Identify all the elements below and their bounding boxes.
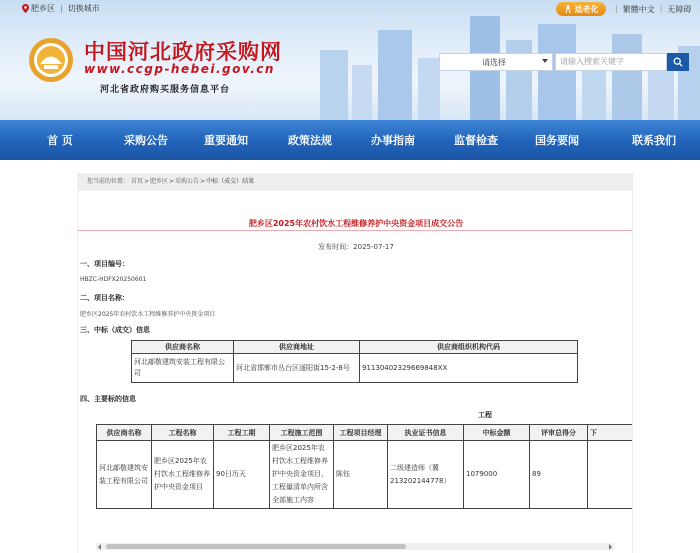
table-header-cell: 工程工期 — [214, 425, 270, 441]
nav-guides[interactable]: 办事指南 — [371, 134, 415, 147]
table-header-cell: 供应商名称 — [132, 341, 234, 354]
construction-scope-cell: 肥乡区2025年农村饮水工程维修养护中央资金项目，工程量清单内所含全部施工内容 — [270, 441, 334, 509]
breadcrumb-region[interactable]: 肥乡区 — [149, 178, 168, 185]
project-name-cell: 肥乡区2025年农村饮水工程维修养护中央资金项目 — [152, 441, 214, 509]
section-winner-info-label: 三、中标（成交）信息 — [80, 326, 150, 334]
elder-mode-label: 适老化 — [574, 4, 599, 14]
section-project-name-label: 二、项目名称： — [80, 294, 129, 302]
scrollbar-thumb[interactable] — [106, 544, 406, 549]
elder-person-icon — [564, 5, 572, 13]
table-header-cell: 工程名称 — [152, 425, 214, 441]
elder-mode-button[interactable] — [556, 2, 606, 16]
nav-home[interactable]: 首 页 — [47, 134, 73, 147]
supplier-name-cell: 河北鄗敬建筑安装工程有限公司 — [97, 441, 152, 509]
project-duration-cell: 90日历天 — [214, 441, 270, 509]
region-selector[interactable] — [22, 3, 100, 14]
site-url: www.ccgp-hebei.gov.cn — [84, 62, 275, 76]
breadcrumb: 您当前的位置： 首页>肥乡区>采购公告>中标（成交）结果 — [77, 173, 633, 191]
search-category-select[interactable] — [439, 53, 553, 71]
switch-city-link[interactable]: 切换城市 — [67, 4, 100, 13]
project-number-value: HBZC-HDFX20250601 — [80, 276, 147, 283]
project-category-label: 工程 — [478, 411, 492, 419]
main-nav — [0, 120, 700, 160]
table-header-row — [132, 341, 578, 354]
table-row — [132, 354, 578, 383]
nav-procurement-notices[interactable]: 采购公告 — [124, 134, 168, 147]
table-header-row — [97, 425, 634, 441]
accessibility-link[interactable]: 无障碍 — [667, 5, 692, 14]
scroll-left-icon[interactable] — [98, 544, 101, 550]
breadcrumb-prefix: 您当前的位置： — [87, 178, 130, 185]
project-manager-cell: 陈钰 — [334, 441, 388, 509]
section-project-number-label: 一、项目编号： — [80, 260, 129, 268]
publish-date: 发布时间：2025-07-17 — [318, 243, 394, 251]
nav-state-news[interactable]: 国务要闻 — [535, 134, 579, 147]
chevron-down-icon — [542, 59, 548, 63]
bid-amount-cell: 1079000 — [464, 441, 530, 509]
site-header — [0, 0, 700, 120]
separator: | — [60, 4, 63, 13]
project-name-value: 肥乡区2025年农村饮水工程维修养护中央资金项目 — [80, 311, 216, 318]
region-name: 肥乡区 — [31, 4, 55, 13]
supplier-code-cell: 91130402329669848XX — [360, 354, 578, 383]
nav-supervision[interactable]: 监督检查 — [454, 134, 498, 147]
site-subtitle: 河北省政府购买服务信息平台 — [100, 85, 231, 95]
table-header-cell: 下 — [588, 425, 634, 441]
article-content — [77, 191, 633, 553]
top-bar — [0, 0, 700, 16]
table-header-cell: 执业证书信息 — [388, 425, 464, 441]
search-icon — [673, 57, 683, 67]
table-row — [97, 441, 634, 509]
scroll-right-icon[interactable] — [609, 544, 612, 550]
supplier-name-cell: 河北鄗敬建筑安装工程有限公司 — [132, 354, 234, 383]
breadcrumb-notices[interactable]: 采购公告 — [175, 178, 200, 185]
site-logo-icon — [28, 37, 74, 83]
certificate-cell: 二级建造师（冀213202144778） — [388, 441, 464, 509]
nav-important-notices[interactable]: 重要通知 — [204, 134, 248, 147]
nav-policies[interactable]: 政策法规 — [288, 134, 332, 147]
review-score-cell: 89 — [530, 441, 588, 509]
table-horizontal-scrollbar[interactable] — [96, 543, 614, 550]
site-title: 中国河北政府采购网 — [84, 40, 282, 64]
breadcrumb-home[interactable]: 首页 — [130, 178, 143, 185]
search-input[interactable]: 请输入搜索关键字 — [555, 53, 667, 71]
article-title: 肥乡区2025年农村饮水工程维修养护中央资金项目成交公告 — [248, 219, 464, 228]
table-header-cell: 供应商名称 — [97, 425, 152, 441]
table-header-cell: 工程施工范围 — [270, 425, 334, 441]
extra-cell — [588, 441, 634, 509]
table-header-cell: 中标金额 — [464, 425, 530, 441]
table-header-cell: 工程项目经理 — [334, 425, 388, 441]
traditional-chinese-link[interactable]: 繁體中文 — [622, 5, 655, 14]
section-subject-info-label: 四、主要标的信息 — [80, 395, 136, 403]
title-divider — [78, 230, 633, 231]
search-category-value: 请选择 — [482, 57, 506, 67]
winner-table — [131, 340, 578, 383]
location-pin-icon — [22, 4, 29, 13]
supplier-address-cell: 河北省邯郸市丛台区滏阳街15-2-8号 — [234, 354, 360, 383]
table-header-cell: 评审总得分 — [530, 425, 588, 441]
top-links: | 繁體中文 | 无障碍 — [615, 4, 692, 14]
subject-table — [96, 424, 633, 509]
table-header-cell: 供应商地址 — [234, 341, 360, 354]
search-button[interactable] — [667, 53, 689, 71]
nav-contact-us[interactable]: 联系我们 — [632, 134, 676, 147]
breadcrumb-current: 中标（成交）结果 — [206, 178, 255, 185]
table-header-cell: 供应商组织机构代码 — [360, 341, 578, 354]
